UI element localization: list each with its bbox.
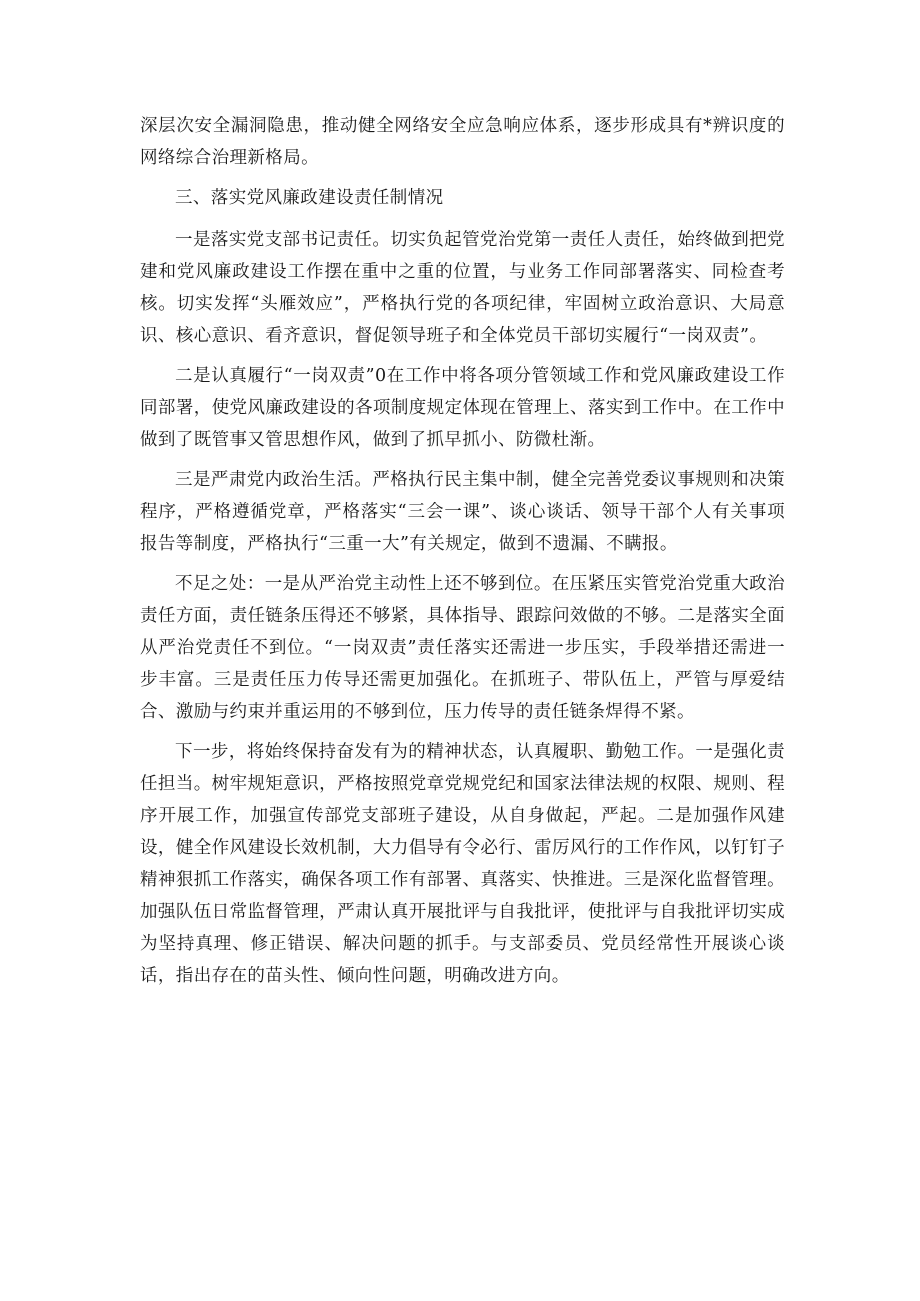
document-body (140, 110, 785, 1000)
paragraph-next-steps: 下一步，将始终保持奋发有为的精神状态，认真履职、勤勉工作。一是强化责任担当。树牢规矩意识，严格按照党章党规党纪和国家法律法规的权限、规则、程序开展工作，加强宣传部党支部班子建设，从自身做起，严起。二是加强作风建设，健全作风建设长效机制，大力倡导有令必行、雷厉风行的工作作风，以钉钉子精神狠抓工作落实，确保各项工作有部署、真落实、快推进。三是深化监督管理。加强队伍日常监督管理，严肃认真开展批评与自我批评，使批评与自我批评切实成为坚持真理、修正错误、解决问题的抓手。与支部委员、党员经常性开展谈心谈话，指出存在的苗头性、倾向性问题，明确改进方向。 (140, 742, 785, 986)
paragraph-political-life: 三是严肃党内政治生活。严格执行民主集中制，健全完善党委议事规则和决策程序，严格遵循党章，严格落实“三会一课”、谈心谈话、领导干部个人有关事项报告等制度，严格执行“三重一大”有关规定，做到不遗漏、不瞒报。 (140, 470, 785, 554)
paragraph-party-secretary-responsibility: 一是落实党支部书记责任。切实负起管党治党第一责任人责任，始终做到把党建和党风廉政建设工作摆在重中之重的位置，与业务工作同部署落实、同检查考核。切实发挥“头雁效应”，严格执行党的各项纪律，牢固树立政治意识、大局意识、核心意识、看齐意识，督促领导班子和全体党员干部切实履行“一岗双责”。 (140, 230, 785, 346)
paragraph-continuation: 深层次安全漏洞隐患，推动健全网络安全应急响应体系，逐步形成具有*辨识度的网络综合治理新格局。 (140, 116, 785, 168)
paragraph-one-post-two-duties: 二是认真履行“一岗双责”0在工作中将各项分管领域工作和党风廉政建设工作同部署，使党风廉政建设的各项制度规定体现在管理上、落实到工作中。在工作中做到了既管事又管思想作风，做到了抓早抓小、防微杜渐。 (140, 366, 785, 450)
paragraph-shortcomings: 不足之处：一是从严治党主动性上还不够到位。在压紧压实管党治党重大政治责任方面，责任链条压得还不够紧，具体指导、跟踪问效做的不够。二是落实全面从严治党责任不到位。“一岗双责”责任落实还需进一步压实，手段举措还需进一步丰富。三是责任压力传导还需更加强化。在抓班子、带队伍上，严管与厚爱结合、激励与约束并重运用的不够到位，压力传导的责任链条焊得不紧。 (140, 574, 785, 722)
section-heading: 三、落实党风廉政建设责任制情况 (175, 188, 444, 208)
